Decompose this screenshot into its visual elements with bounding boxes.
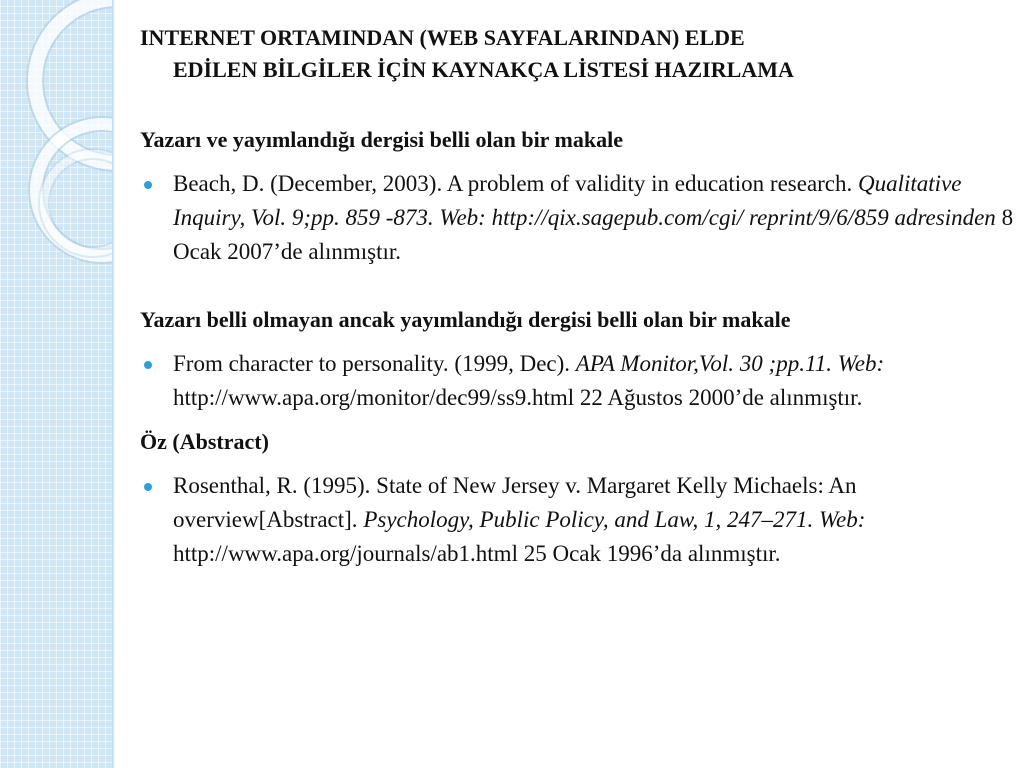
- title-line-2: EDİLEN BİLGİLER İÇİN KAYNAKÇA LİSTESİ HAZIRLAMA: [173, 57, 794, 82]
- reference-source-italic: Psychology, Public Policy, and Law, 1, 247–271. Web:: [363, 507, 866, 532]
- decorative-sidebar: [0, 0, 112, 768]
- reference-retrieval: 8 Ocak 2007’de alınmıştır.: [173, 205, 1014, 264]
- reference-text: Rosenthal, R. (1995). State of New Jersey v. Margaret Kelly Michaels: An overview[Abstract].: [173, 473, 857, 532]
- title-line-1: INTERNET ORTAMINDAN (WEB SAYFALARINDAN) ELDE: [140, 25, 745, 50]
- bullet-icon: [144, 361, 152, 369]
- reference-entry-apa-monitor: [140, 347, 1015, 415]
- reference-text: Beach, D. (December, 2003). A problem of validity in education research.: [173, 171, 859, 196]
- reference-source-italic: Qualitative Inquiry, Vol. 9;pp. 859 -873. Web: http://qix.sagepub.com/cgi/ reprint/9/6/859 adresinden: [173, 171, 996, 230]
- reference-retrieval: http://www.apa.org/journals/ab1.html 25 Ocak 1996’da alınmıştır.: [173, 541, 781, 566]
- slide-content: [140, 22, 1015, 605]
- reference-source-italic: APA Monitor,Vol. 30 ;pp.11. Web:: [575, 351, 885, 376]
- reference-retrieval: http://www.apa.org/monitor/dec99/ss9.html 22 Ağustos 2000’de alınmıştır.: [173, 385, 863, 410]
- reference-text: From character to personality. (1999, Dec).: [173, 351, 576, 376]
- reference-entry-beach: [140, 167, 1015, 269]
- bullet-icon: [144, 181, 152, 189]
- section-heading-author-unknown: Yazarı belli olmayan ancak yayımlandığı dergisi belli olan bir makale: [140, 307, 791, 332]
- sidebar-divider: [112, 0, 115, 768]
- bullet-icon: [144, 483, 152, 491]
- section-heading-abstract: Öz (Abstract): [140, 429, 269, 454]
- reference-entry-rosenthal: [140, 469, 1015, 571]
- slide-title: [140, 22, 1015, 86]
- section-heading-author-known: Yazarı ve yayımlandığı dergisi belli olan bir makale: [140, 127, 623, 152]
